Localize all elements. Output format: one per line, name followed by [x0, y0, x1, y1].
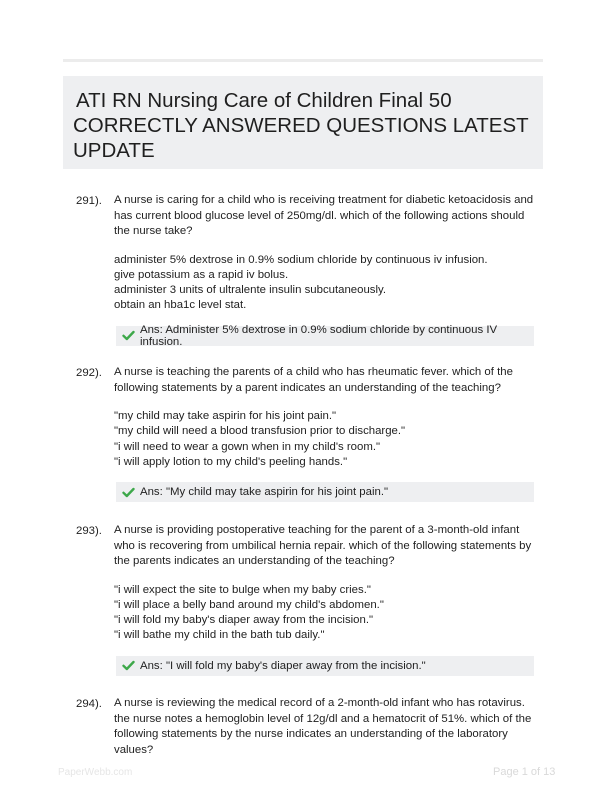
question-body	[114, 696, 538, 758]
question-stem: A nurse is teaching the parents of a child who has rheumatic fever. which of the following statements by a parent indicates an understanding of the teaching?	[114, 366, 513, 394]
option-item: administer 3 units of ultralente insulin subcutaneously.	[114, 284, 387, 297]
question-number: 294).	[76, 698, 102, 710]
option-item: obtain an hba1c level stat.	[114, 299, 247, 312]
option-item: "i will bathe my child in the bath tub daily."	[114, 629, 325, 642]
answer-box	[116, 656, 534, 676]
option-list	[114, 583, 538, 644]
answer-text: Ans: Administer 5% dextrose in 0.9% sodium chloride by continuous IV infusion.	[140, 323, 498, 348]
top-divider	[63, 59, 543, 62]
check-icon	[122, 660, 135, 671]
answer-box	[116, 323, 534, 348]
option-item: "i will place a belly band around my child's abdomen."	[114, 598, 384, 611]
question-body	[114, 523, 538, 676]
option-item: administer 5% dextrose in 0.9% sodium chloride by continuous iv infusion.	[114, 253, 488, 266]
title-panel	[63, 76, 543, 169]
answer-text: Ans: "I will fold my baby's diaper away from the incision."	[140, 659, 426, 672]
question-stem: A nurse is caring for a child who is receiving treatment for diabetic ketoacidosis and has current blood glucose level of 250mg/dl. which of the following actions should the nurse take?	[114, 194, 534, 237]
option-item: "i will expect the site to bulge when my baby cries."	[114, 583, 371, 596]
check-icon	[122, 487, 135, 498]
question-body	[114, 365, 538, 502]
answer-box	[116, 482, 534, 502]
option-item: "i will fold my baby's diaper away from the incision."	[114, 614, 374, 627]
option-list	[114, 253, 538, 314]
option-list	[114, 409, 538, 470]
option-item: "i will apply lotion to my child's peeling hands."	[114, 455, 348, 468]
check-icon	[122, 330, 135, 341]
footer-watermark: PaperWebb.com	[58, 767, 133, 778]
question-number: 292).	[76, 367, 102, 379]
question-stem: A nurse is providing postoperative teaching for the parent of a 3-month-old infant who is recovering from umbilical hernia repair. which of the following statements by the parents indicates an understanding of the teaching?	[114, 524, 532, 567]
document-title	[73, 88, 533, 163]
option-item: "my child will need a blood transfusion prior to discharge."	[114, 425, 406, 438]
option-item: give potassium as a rapid iv bolus.	[114, 268, 289, 281]
question-number: 291).	[76, 195, 102, 207]
question-number: 293).	[76, 525, 102, 537]
page-indicator: Page 1 of 13	[493, 766, 556, 778]
question-body	[114, 193, 538, 346]
option-item: "my child may take aspirin for his joint pain."	[114, 410, 337, 422]
question-stem: A nurse is reviewing the medical record of a 2-month-old infant who has rotavirus. the nurse notes a hemoglobin level of 12g/dl and a hematocrit of 51%. which of the following statements by the nurse indicates an understanding of the laboratory values?	[114, 697, 532, 756]
option-item: "i will need to wear a gown when in my child's room."	[114, 440, 381, 453]
title-line-3: UPDATE	[73, 139, 155, 162]
title-line-2: CORRECTLY ANSWERED QUESTIONS LATEST	[73, 114, 529, 137]
answer-text: Ans: "My child may take aspirin for his joint pain."	[140, 486, 389, 499]
title-line-1: ATI RN Nursing Care of Children Final 50	[76, 89, 452, 112]
